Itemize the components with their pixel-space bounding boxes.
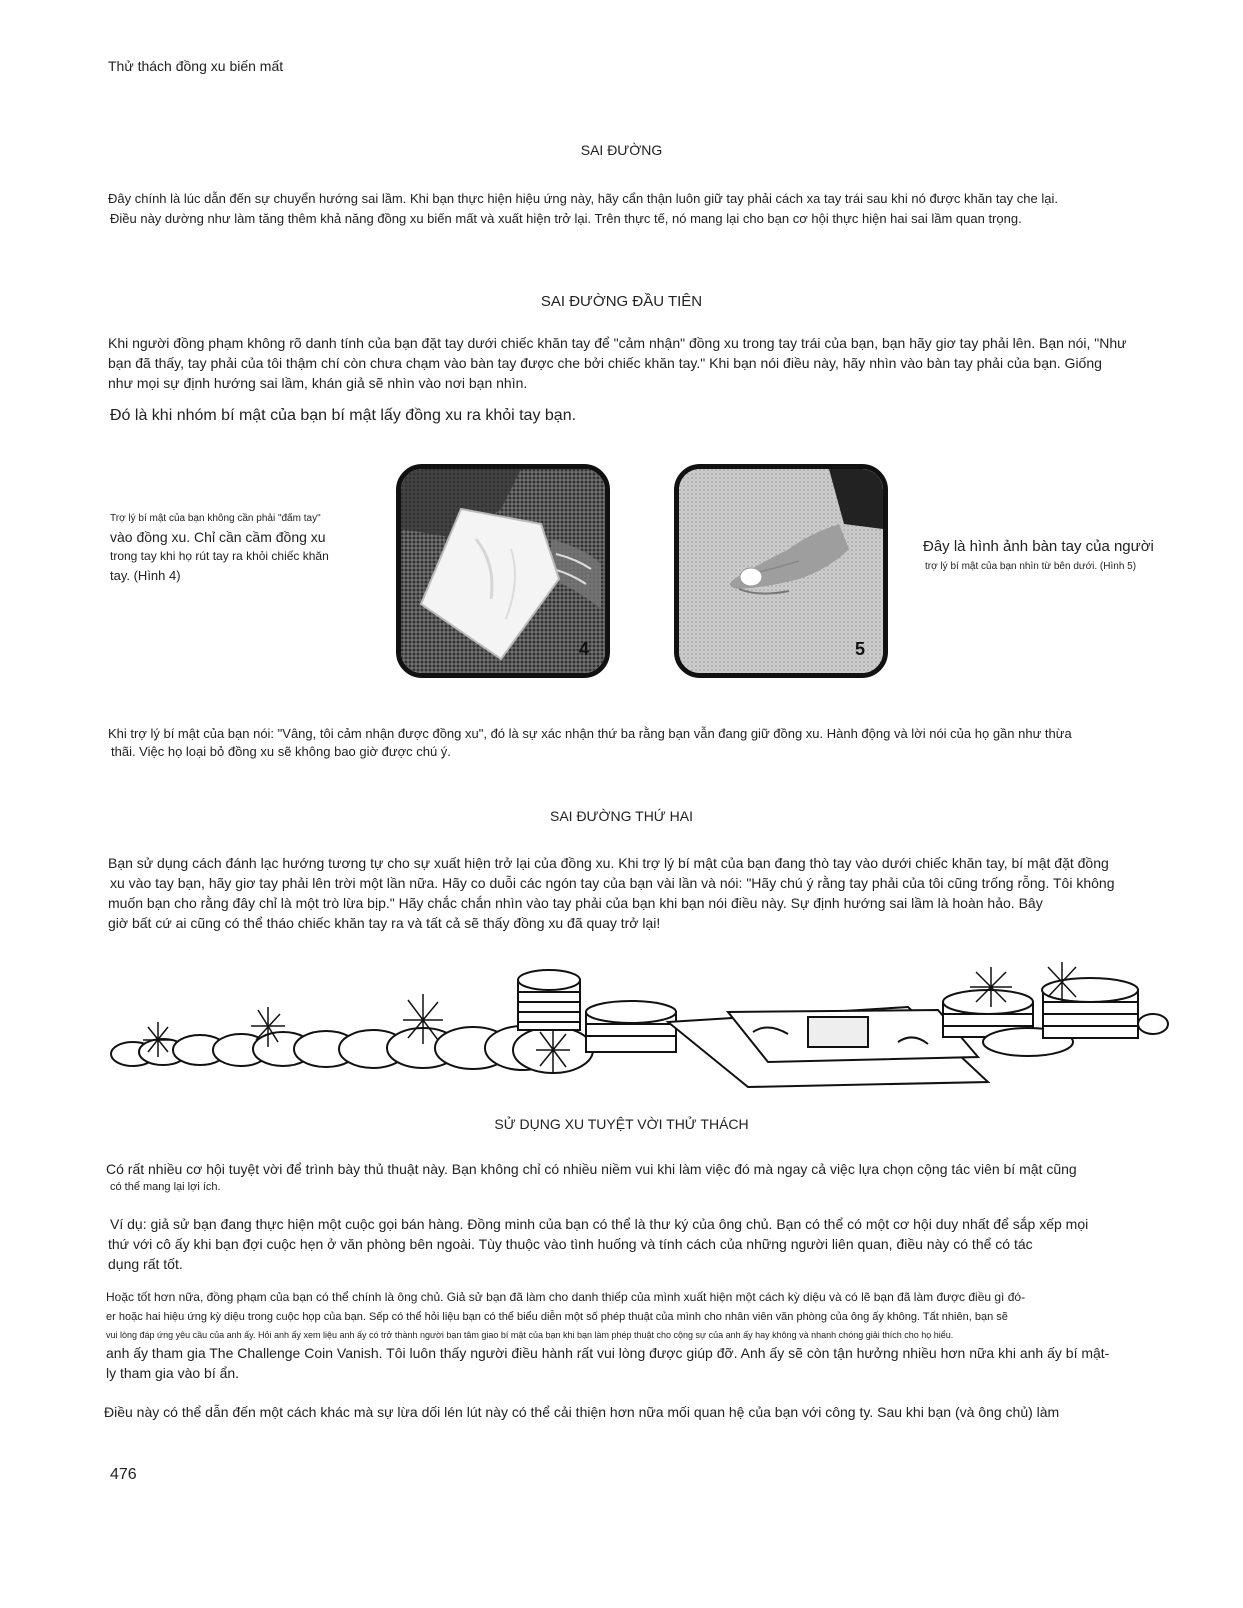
caption-text: trong tay khi họ rút tay ra khỏi chiếc khăn <box>110 549 329 563</box>
figure-number: 5 <box>855 639 866 659</box>
caption-text: vào đồng xu. Chỉ cần cầm đồng xu <box>110 529 326 545</box>
section4-paragraph-1 <box>106 1160 1077 1196</box>
page-number: 476 <box>110 1466 137 1483</box>
figure-number: 4 <box>579 639 590 659</box>
figure5-caption <box>923 537 1154 577</box>
section4-paragraph-3 <box>106 1287 1109 1383</box>
handkerchief-hand-illustration <box>401 469 605 673</box>
figure4-caption <box>110 509 370 585</box>
hand-from-below-illustration <box>679 469 883 673</box>
text-line: dụng rất tốt. <box>108 1256 183 1272</box>
text-line: Ví dụ: giả sử bạn đang thực hiện một cuộc gọi bán hàng. Đồng minh của bạn có thể là thư ký của ông chủ. Bạn có thể có một cơ hội duy nhất để sắp xếp mọi <box>110 1216 1089 1232</box>
section-heading-misdirection: SAI ĐƯỜNG <box>580 142 663 158</box>
figure-5-image <box>674 464 888 678</box>
confirmation-paragraph <box>108 725 1072 761</box>
text-line: Có rất nhiều cơ hội tuyệt vời để trình bày thủ thuật này. Bạn không chỉ có nhiều niềm vui khi làm việc đó mà ngay cả việc lựa chọn cộng tác viên bí mật cũng <box>106 1161 1077 1177</box>
emphasis-sentence: Đó là khi nhóm bí mật của bạn bí mật lấy đồng xu ra khỏi tay bạn. <box>110 407 577 424</box>
text-line: anh ấy tham gia The Challenge Coin Vanish. Tôi luôn thấy người điều hành rất vui lòng được giúp đỡ. Anh ấy sẽ còn tận hưởng nhiều hơn nữa khi anh ấy bí mật- <box>106 1345 1110 1361</box>
text-line: Khi trợ lý bí mật của bạn nói: "Vâng, tôi cảm nhận được đồng xu", đó là sự xác nhận thứ ba rằng bạn vẫn đang giữ đồng xu. Hành động và lời nói của họ gần như thừa <box>108 726 1072 741</box>
text-line: Đây chính là lúc dẫn đến sự chuyển hướng sai lầm. Khi bạn thực hiện hiệu ứng này, hãy cẩn thận luôn giữ tay phải cách xa tay trái sau khi nó được khăn tay che lại. <box>108 191 1058 206</box>
caption-small-text: trợ lý bí mật của bạn nhìn từ bên dưới. (Hình 5) <box>925 561 1137 572</box>
text-line: Khi người đồng phạm không rõ danh tính của bạn đặt tay dưới chiếc khăn tay để "cảm nhận" đồng xu trong tay trái của bạn, bạn hãy giơ tay phải lên. Bạn nói, "Như <box>108 335 1127 351</box>
text-line: Điều này dường như làm tăng thêm khả năng đồng xu biến mất và xuất hiện trở lại. Trên thực tế, nó mang lại cho bạn cơ hội thực hiện hai sai lầm quan trọng. <box>110 211 1022 226</box>
caption-text: Đây là hình ảnh bàn tay của người <box>923 538 1154 555</box>
caption-text: tay. (Hình 4) <box>110 568 181 583</box>
section4-paragraph-4: Điều này có thể dẫn đến một cách khác mà sự lừa dối lén lút này có thể cải thiện hơn nữa mối quan hệ của bạn với công ty. Sau khi bạn (và ông chủ) làm <box>104 1404 1060 1420</box>
text-line: thãi. Việc họ loại bỏ đồng xu sẽ không bao giờ được chú ý. <box>111 744 451 759</box>
section2-paragraph <box>108 333 1127 393</box>
text-line: xu vào tay bạn, hãy giơ tay phải lên trời một lần nữa. Hãy co duỗi các ngón tay của bạn vài lần và nói: "Hãy chú ý rằng tay phải của tôi cũng trống rỗng. Tôi không <box>110 875 1115 891</box>
section3-paragraph <box>108 853 1114 933</box>
text-line: bạn đã thấy, tay phải của tôi thậm chí còn chưa chạm vào bàn tay được che bởi chiếc khăn tay." Khi bạn nói điều này, hãy nhìn vào bàn tay phải của bạn. Giống <box>108 355 1102 371</box>
section-heading-first-misdirection: SAI ĐƯỜNG ĐẦU TIÊN <box>540 293 703 310</box>
running-title: Thử thách đồng xu biến mất <box>108 58 284 74</box>
section-heading-second-misdirection: SAI ĐƯỜNG THỨ HAI <box>549 808 693 824</box>
section-heading-using-challenge-coin: SỬ DỤNG XU TUYỆT VỜI THỬ THÁCH <box>494 1116 749 1132</box>
text-line: có thể mang lại lợi ích. <box>110 1181 221 1193</box>
text-line: ly tham gia vào bí ẩn. <box>106 1365 240 1381</box>
text-line: như mọi sự định hướng sai lầm, khán giả sẽ nhìn vào nơi bạn nhìn. <box>108 375 528 391</box>
section4-paragraph-2 <box>108 1214 1088 1274</box>
section1-paragraph <box>108 189 1058 229</box>
text-line: Bạn sử dụng cách đánh lạc hướng tương tự cho sự xuất hiện trở lại của đồng xu. Khi trợ lý bí mật của bạn đang thò tay vào dưới chiếc khăn tay, bí mật đặt đồng <box>108 855 1109 871</box>
text-line: er hoặc hai hiệu ứng kỳ diệu trong cuộc họp của bạn. Sếp có thể hỏi liệu bạn có thể biểu diễn một số phép thuật của mình cho nhân viên văn phòng của ông ấy không. Tất nhiên, bạn sẽ <box>106 1311 1008 1323</box>
coins-and-banknotes-illustration <box>108 962 1188 1097</box>
text-line: thứ với cô ấy khi bạn đợi cuộc hẹn ở văn phòng bên ngoài. Tùy thuộc vào tình huống và tính cách của những người liên quan, điều này có thể có tác <box>108 1236 1033 1252</box>
figure-4-image <box>396 464 610 678</box>
text-line: Hoặc tốt hơn nữa, đồng phạm của bạn có thể chính là ông chủ. Giả sử bạn đã làm cho danh thiếp của mình xuất hiện một cách kỳ diệu và có lẽ bạn đã làm được điều gì đó- <box>106 1290 1026 1304</box>
text-line: vui lòng đáp ứng yêu cầu của anh ấy. Hỏi anh ấy xem liệu anh ấy có trở thành người bạn tâm giao bí mật của bạn khi bạn làm phép thuật cho cộng sự của anh ấy hay không và nhanh chóng giải thích cho họ hiểu. <box>106 1330 954 1340</box>
text-line: muốn bạn cho rằng đây chỉ là một trò lừa bịp." Hãy chắc chắn nhìn vào tay phải của bạn khi bạn nói điều này. Sự định hướng sai lầm là hoàn hảo. Bây <box>108 895 1043 911</box>
text-line: giờ bất cứ ai cũng có thể tháo chiếc khăn tay ra và tất cả sẽ thấy đồng xu đã quay trở lại! <box>108 915 661 931</box>
caption-small-text: Trợ lý bí mật của bạn không cần phải "đấm tay" <box>110 513 321 524</box>
